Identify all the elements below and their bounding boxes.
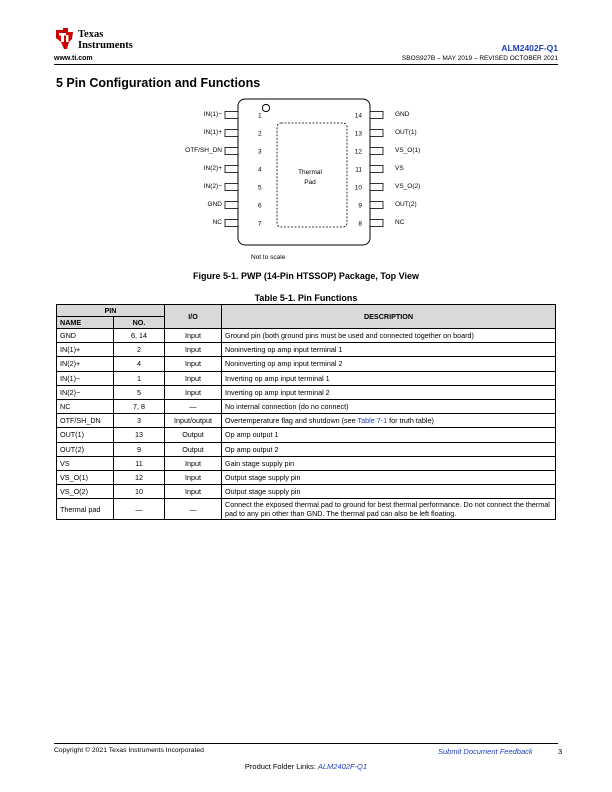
cell-pin-number: 2: [114, 343, 165, 357]
table-7-1-link[interactable]: Table 7-1: [357, 416, 388, 426]
scale-note: Not to scale: [251, 254, 286, 261]
cell-pin-number: 9: [114, 442, 165, 456]
thermal-pad-label-line1: Thermal: [298, 169, 322, 176]
header-pin: PIN: [57, 305, 165, 317]
table-row: [57, 414, 556, 428]
left-pin-number: 6: [258, 202, 262, 210]
table-row: [57, 456, 556, 470]
left-pin-lead: [225, 220, 238, 227]
right-pin-name: VS_O(1): [395, 146, 421, 154]
doc-info: SBOS927B – MAY 2019 – REVISED OCTOBER 2021: [401, 55, 558, 62]
cell-io: Input: [165, 456, 222, 470]
left-pin-name: OTF/SH_DN: [185, 146, 222, 154]
left-pin-number: 3: [258, 148, 262, 156]
right-pin-number: 8: [358, 220, 362, 228]
cell-description: Noninverting op amp input terminal 2: [222, 357, 556, 371]
cell-pin-number: 3: [114, 414, 165, 428]
right-pin-lead: [370, 130, 383, 137]
cell-io: Input: [165, 371, 222, 385]
right-pin-number: 14: [354, 112, 362, 120]
right-pin-number: 12: [354, 148, 362, 156]
cell-io: —: [165, 499, 222, 520]
folder-label: Product Folder Links:: [244, 762, 318, 771]
pin-functions-table: [56, 304, 556, 520]
cell-io: Input: [165, 385, 222, 399]
right-pin-name: OUT(1): [395, 128, 417, 136]
left-pin-name: IN(2)+: [203, 164, 222, 172]
cell-io: Input: [165, 329, 222, 343]
cell-description: Gain stage supply pin: [222, 456, 556, 470]
table-row: [57, 385, 556, 399]
cell-io: Input: [165, 357, 222, 371]
product-folder-link[interactable]: ALM2402F-Q1: [317, 762, 368, 771]
cell-io: Output: [165, 442, 222, 456]
cell-pin-name: OTF/SH_DN: [57, 414, 114, 428]
right-pin-lead: [370, 166, 383, 173]
table-row: [57, 371, 556, 385]
cell-pin-number: 10: [114, 485, 165, 499]
table-row: [57, 470, 556, 484]
left-pin-lead: [225, 130, 238, 137]
cell-io: Input: [165, 470, 222, 484]
cell-description: Op amp output 2: [222, 442, 556, 456]
cell-description: Inverting op amp input terminal 2: [222, 385, 556, 399]
cell-pin-name: IN(1)−: [57, 371, 114, 385]
cell-pin-number: —: [114, 499, 165, 520]
left-pin-number: 4: [258, 166, 262, 174]
cell-pin-name: Thermal pad: [57, 499, 114, 520]
left-pin-lead: [225, 148, 238, 155]
product-folder-links: [0, 762, 612, 771]
header-io: I/O: [165, 305, 222, 329]
cell-io: Input: [165, 485, 222, 499]
header-name: NAME: [57, 317, 114, 329]
right-pin-number: 13: [354, 130, 362, 138]
cell-pin-number: 4: [114, 357, 165, 371]
right-pin-lead: [370, 202, 383, 209]
left-pin-name: GND: [207, 200, 222, 208]
cell-pin-name: OUT(1): [57, 428, 114, 442]
table-row: [57, 343, 556, 357]
submit-feedback-link-text[interactable]: Submit Document Feedback: [438, 747, 533, 756]
thermal-pad-label-line2: Pad: [304, 179, 316, 186]
right-pin-lead: [370, 148, 383, 155]
cell-description: Connect the exposed thermal pad to ground for best thermal performance. Do not connect the thermal pad to any pin other than GND. The thermal pad can also be left floating.: [222, 499, 556, 520]
right-pin-name: OUT(2): [395, 200, 417, 208]
table-row: [57, 399, 556, 413]
left-pin-number: 1: [258, 112, 262, 120]
cell-io: Output: [165, 428, 222, 442]
header-description: DESCRIPTION: [222, 305, 556, 329]
figure-caption: Figure 5-1. PWP (14-Pin HTSSOP) Package, Top View: [192, 271, 420, 281]
cell-pin-number: 13: [114, 428, 165, 442]
left-pin-name: IN(1)+: [203, 128, 222, 136]
left-pin-number: 7: [258, 220, 262, 228]
left-pin-number: 2: [258, 130, 262, 138]
cell-pin-name: IN(2)+: [57, 357, 114, 371]
cell-pin-number: 6, 14: [114, 329, 165, 343]
cell-io: Input/output: [165, 414, 222, 428]
cell-description: Noninverting op amp input terminal 1: [222, 343, 556, 357]
cell-pin-number: 5: [114, 385, 165, 399]
table-row: [57, 442, 556, 456]
cell-pin-number: 7, 8: [114, 399, 165, 413]
left-pin-lead: [225, 184, 238, 191]
table-row: [57, 428, 556, 442]
left-pin-name: IN(2)−: [203, 182, 222, 190]
cell-description: Inverting op amp input terminal 1: [222, 371, 556, 385]
header-no: NO.: [114, 317, 165, 329]
right-pin-number: 9: [358, 202, 362, 210]
table-row: [57, 357, 556, 371]
cell-pin-name: IN(2)−: [57, 385, 114, 399]
part-number-link[interactable]: ALM2402F-Q1: [501, 43, 558, 53]
cell-description: No internal connection (do no connect): [222, 399, 556, 413]
header-rule: [54, 64, 558, 65]
right-pin-lead: [370, 112, 383, 119]
cell-pin-name: VS: [57, 456, 114, 470]
cell-pin-number: 11: [114, 456, 165, 470]
right-pin-name: VS_O(2): [395, 182, 421, 190]
right-pin-number: 11: [355, 166, 362, 174]
brand-name-line2: Instruments: [78, 40, 133, 51]
cell-pin-name: IN(1)+: [57, 343, 114, 357]
cell-pin-name: VS_O(2): [57, 485, 114, 499]
table-row: [57, 485, 556, 499]
footer-rule: [54, 743, 558, 744]
cell-pin-name: VS_O(1): [57, 470, 114, 484]
right-pin-lead: [370, 184, 383, 191]
cell-pin-name: NC: [57, 399, 114, 413]
cell-description: Op amp output 1: [222, 428, 556, 442]
table-row: [57, 499, 556, 520]
left-pin-name: IN(1)−: [203, 110, 222, 118]
cell-pin-name: OUT(2): [57, 442, 114, 456]
cell-pin-number: 12: [114, 470, 165, 484]
cell-description: Output stage supply pin: [222, 485, 556, 499]
cell-io: —: [165, 399, 222, 413]
pin1-marker-icon: [262, 104, 269, 111]
left-pin-lead: [225, 202, 238, 209]
cell-description: Overtemperature flag and shutdown (see Table 7-1 for truth table): [222, 414, 556, 428]
brand-name-line1: Texas: [78, 29, 104, 40]
right-pin-name: GND: [395, 110, 410, 118]
left-pin-number: 5: [258, 184, 262, 192]
submit-feedback-link[interactable]: [438, 747, 533, 756]
website-link[interactable]: www.ti.com: [54, 55, 93, 62]
right-pin-number: 10: [354, 184, 362, 192]
thermal-pad-label: [281, 168, 339, 188]
left-pin-name: NC: [212, 218, 222, 226]
cell-pin-number: 1: [114, 371, 165, 385]
ti-logo-icon: [53, 27, 75, 51]
left-pin-lead: [225, 166, 238, 173]
cell-pin-name: GND: [57, 329, 114, 343]
table-caption: Table 5-1. Pin Functions: [254, 293, 358, 303]
right-pin-name: NC: [395, 218, 405, 226]
right-pin-name: VS: [395, 164, 404, 172]
cell-io: Input: [165, 343, 222, 357]
right-pin-lead: [370, 220, 383, 227]
cell-description: Ground pin (both ground pins must be used and connected together on board): [222, 329, 556, 343]
section-title: 5 Pin Configuration and Functions: [56, 76, 261, 90]
page-number: 3: [558, 747, 563, 756]
left-pin-lead: [225, 112, 238, 119]
table-row: [57, 329, 556, 343]
copyright: Copyright © 2021 Texas Instruments Incorporated: [54, 747, 204, 754]
cell-description: Output stage supply pin: [222, 470, 556, 484]
